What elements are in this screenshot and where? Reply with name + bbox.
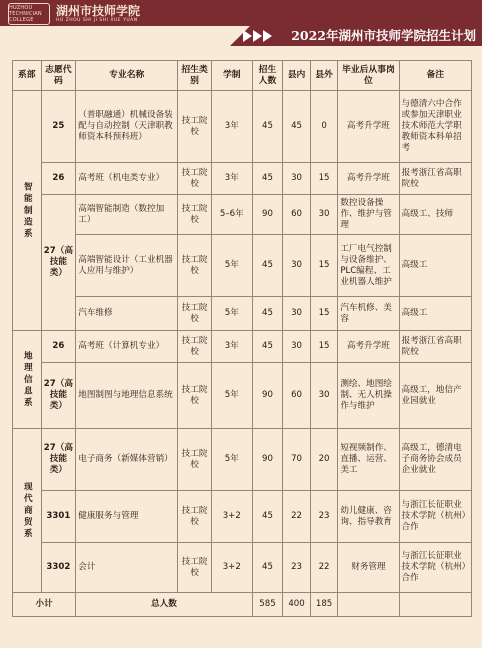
note-cell: 与浙江长征职业技术学院（杭州）合作	[399, 543, 471, 593]
job-cell: 高考升学班	[338, 331, 399, 363]
major-cell: 电子商务（新媒体营销）	[76, 429, 178, 491]
col-years: 学制	[211, 61, 252, 91]
note-cell: 高级工	[399, 297, 471, 331]
in-county-cell: 30	[283, 235, 311, 297]
col-job: 毕业后从事岗位	[338, 61, 399, 91]
col-type: 招生类别	[178, 61, 212, 91]
job-cell: 高考升学班	[338, 91, 399, 163]
job-cell: 幼儿健康、咨询、指导教育	[338, 491, 399, 543]
total-cell: 45	[252, 235, 283, 297]
years-cell: 3+2	[211, 543, 252, 593]
table-row	[13, 491, 472, 543]
summary-note-empty	[399, 593, 471, 617]
out-county-cell: 30	[310, 195, 338, 235]
dept-cell	[13, 91, 42, 331]
note-cell: 高级工、技师	[399, 195, 471, 235]
type-cell: 技工院校	[178, 363, 212, 429]
type-cell: 技工院校	[178, 235, 212, 297]
col-major: 专业名称	[76, 61, 178, 91]
table-row	[13, 297, 472, 331]
type-cell: 技工院校	[178, 297, 212, 331]
note-cell: 高级工	[399, 235, 471, 297]
note-cell: 高级工，德清电子商务协会成员企业就业	[399, 429, 471, 491]
col-dept: 系部	[13, 61, 42, 91]
major-cell: 高端智能设计（工业机器人应用与维护）	[76, 235, 178, 297]
col-code: 志愿代码	[41, 61, 76, 91]
out-county-cell: 20	[310, 429, 338, 491]
code-cell: 27（高技能类）	[41, 429, 76, 491]
out-county-cell: 15	[310, 331, 338, 363]
table-row	[13, 91, 472, 163]
out-county-cell: 15	[310, 235, 338, 297]
out-county-cell: 22	[310, 543, 338, 593]
note-cell: 与浙江长征职业技术学院（杭州）合作	[399, 491, 471, 543]
in-county-cell: 23	[283, 543, 311, 593]
job-cell: 财务管理	[338, 543, 399, 593]
in-county-cell: 22	[283, 491, 311, 543]
total-cell: 90	[252, 429, 283, 491]
total-cell: 45	[252, 91, 283, 163]
major-cell: （普职融通）机械设备装配与自动控制（天津职教师资本科预科班）	[76, 91, 178, 163]
in-county-cell: 30	[283, 163, 311, 195]
years-cell: 3年	[211, 91, 252, 163]
table-header-row	[13, 61, 472, 91]
code-cell: 27（高技能类）	[41, 363, 76, 429]
code-cell: 27（高技能类）	[41, 195, 76, 331]
dept-name: 地理信息系	[22, 350, 33, 409]
out-county-cell: 15	[310, 163, 338, 195]
summary-in-county: 400	[283, 593, 311, 617]
summary-job-empty	[338, 593, 399, 617]
in-county-cell: 30	[283, 297, 311, 331]
years-cell: 3年	[211, 331, 252, 363]
code-cell: 3302	[41, 543, 76, 593]
school-pinyin: HU ZHOU SHI JI SHI XUE YUAN	[56, 17, 138, 23]
table-row	[13, 429, 472, 491]
summary-total-label: 总人数	[76, 593, 252, 617]
school-seal-icon	[8, 3, 50, 25]
total-cell: 90	[252, 363, 283, 429]
type-cell: 技工院校	[178, 331, 212, 363]
job-cell: 汽车机修、美容	[338, 297, 399, 331]
job-cell: 高考升学班	[338, 163, 399, 195]
note-cell: 报考浙江省高职院校	[399, 331, 471, 363]
page-header	[0, 0, 482, 48]
col-out-county: 县外	[310, 61, 338, 91]
code-cell: 3301	[41, 491, 76, 543]
dept-cell	[13, 331, 42, 429]
major-cell: 高考班（机电类专业）	[76, 163, 178, 195]
total-cell: 45	[252, 163, 283, 195]
in-county-cell: 60	[283, 363, 311, 429]
out-county-cell: 15	[310, 297, 338, 331]
total-cell: 45	[252, 491, 283, 543]
out-county-cell: 30	[310, 363, 338, 429]
page-title: 2022年湖州市技师学院招生计划	[291, 28, 476, 43]
table-row	[13, 331, 472, 363]
years-cell: 5年	[211, 235, 252, 297]
total-cell: 45	[252, 331, 283, 363]
out-county-cell: 23	[310, 491, 338, 543]
type-cell: 技工院校	[178, 543, 212, 593]
table-row	[13, 195, 472, 235]
code-cell: 26	[41, 163, 76, 195]
dept-name: 智能制造系	[22, 181, 33, 240]
arrow-right-icon	[253, 30, 262, 42]
in-county-cell: 60	[283, 195, 311, 235]
in-county-cell: 70	[283, 429, 311, 491]
years-cell: 5年	[211, 429, 252, 491]
seal-text: HUZHOU TECHNICIAN COLLEGE	[9, 5, 42, 23]
job-cell: 测绘、地图绘制、无人机操作与维护	[338, 363, 399, 429]
note-cell: 报考浙江省高职院校	[399, 163, 471, 195]
job-cell: 数控设备操作、维护与管理	[338, 195, 399, 235]
total-cell: 90	[252, 195, 283, 235]
years-cell: 5年	[211, 363, 252, 429]
col-in-county: 县内	[283, 61, 311, 91]
note-cell: 与德清六中合作或参加天津职业技术师范大学职教师资本科单招考	[399, 91, 471, 163]
in-county-cell: 30	[283, 331, 311, 363]
note-cell: 高级工，地信产业园就业	[399, 363, 471, 429]
years-cell: 5–6年	[211, 195, 252, 235]
years-cell: 5年	[211, 297, 252, 331]
summary-label: 小计	[13, 593, 76, 617]
col-total: 招生人数	[252, 61, 283, 91]
arrow-right-icon	[263, 30, 272, 42]
enrollment-table	[12, 60, 472, 617]
total-cell: 45	[252, 543, 283, 593]
major-cell: 高考班（计算机专业）	[76, 331, 178, 363]
arrow-icons	[243, 26, 272, 46]
table-row	[13, 163, 472, 195]
summary-total: 585	[252, 593, 283, 617]
code-cell: 25	[41, 91, 76, 163]
type-cell: 技工院校	[178, 491, 212, 543]
major-cell: 地图制图与地理信息系统	[76, 363, 178, 429]
arrow-right-icon	[243, 30, 252, 42]
type-cell: 技工院校	[178, 195, 212, 235]
years-cell: 3年	[211, 163, 252, 195]
in-county-cell: 45	[283, 91, 311, 163]
major-cell: 会计	[76, 543, 178, 593]
summary-row	[13, 593, 472, 617]
code-cell: 26	[41, 331, 76, 363]
dept-name: 现代商贸系	[22, 481, 33, 540]
job-cell: 工厂电气控制与设备维护、PLC编程、工业机器人维护	[338, 235, 399, 297]
type-cell: 技工院校	[178, 163, 212, 195]
school-logo	[8, 3, 140, 25]
years-cell: 3+2	[211, 491, 252, 543]
table-row	[13, 363, 472, 429]
table-row	[13, 235, 472, 297]
major-cell: 高端智能制造（数控加工）	[76, 195, 178, 235]
table-row	[13, 543, 472, 593]
dept-cell	[13, 429, 42, 593]
summary-out-county: 185	[310, 593, 338, 617]
type-cell: 技工院校	[178, 91, 212, 163]
job-cell: 短视频制作、直播、运营、美工	[338, 429, 399, 491]
type-cell: 技工院校	[178, 429, 212, 491]
col-note: 备注	[399, 61, 471, 91]
out-county-cell: 0	[310, 91, 338, 163]
major-cell: 健康服务与管理	[76, 491, 178, 543]
major-cell: 汽车维修	[76, 297, 178, 331]
school-name: 湖州市技师学院	[56, 3, 141, 18]
total-cell: 45	[252, 297, 283, 331]
